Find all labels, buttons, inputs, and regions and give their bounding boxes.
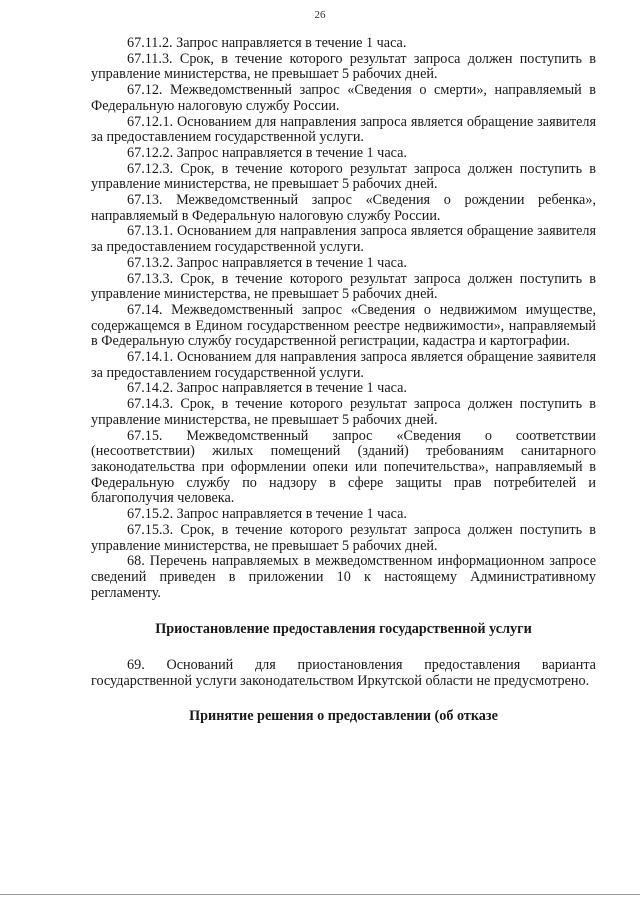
paragraph-67-15-3: 67.15.3. Срок, в течение которого результат запроса должен поступить в управление министерства, не превышает 5 рабочих дней. <box>91 521 596 554</box>
paragraph-67-13: 67.13. Межведомственный запрос «Сведения о рождении ребенка», направляемый в Федеральную налоговую службу России. <box>91 192 596 224</box>
paragraph-67-12-3: 67.12.3. Срок, в течение которого результат запроса должен поступить в управление министерства, не превышает 5 рабочих дней. <box>91 160 596 193</box>
paragraph-67-13-3: 67.13.3. Срок, в течение которого результат запроса должен поступить в управление министерства, не превышает 5 рабочих дней. <box>91 270 596 303</box>
section-heading-decision: Принятие решения о предоставлении (об отказе <box>189 708 498 725</box>
paragraph-67-14-1: 67.14.1. Основанием для направления запроса является обращение заявителя за предоставлением государственной услуги. <box>91 349 596 381</box>
section-heading-suspension: Приостановление предоставления государственной услуги <box>155 621 532 638</box>
paragraph-67-15: 67.15. Межведомственный запрос «Сведения о соответствии (несоответствии) жилых помещений (зданий) требованиям санитарного законодательства при оформлении опеки или попечительства», направляемый в Федеральную службу по надзору в сфере защиты прав потребителей и благополучия человека. <box>91 427 596 507</box>
page-number: 26 <box>314 9 326 21</box>
paragraph-67-14-3: 67.14.3. Срок, в течение которого результат запроса должен поступить в управление министерства, не превышает 5 рабочих дней. <box>91 396 596 428</box>
paragraph-69: 69. Оснований для приостановления предоставления варианта государственной услуги законодательством Иркутской области не предусмотрено. <box>91 657 596 689</box>
paragraph-67-13-2: 67.13.2. Запрос направляется в течение 1 часа. <box>127 254 407 271</box>
paragraph-67-11-3: 67.11.3. Срок, в течение которого результат запроса должен поступить в управление министерства, не превышает 5 рабочих дней. <box>91 50 596 83</box>
paragraph-67-11-2: 67.11.2. Запрос направляется в течение 1 часа. <box>127 35 407 51</box>
paragraph-67-12: 67.12. Межведомственный запрос «Сведения о смерти», направляемый в Федеральную налоговую службу России. <box>91 82 596 114</box>
paragraph-68: 68. Перечень направляемых в межведомственном информационном запросе сведений приведен в приложении 10 к настоящему Административному регламенту. <box>91 553 596 601</box>
paragraph-67-14: 67.14. Межведомственный запрос «Сведения о недвижимом имуществе, содержащемся в Едином государственном реестре недвижимости», направляемый в Федеральную службу государственной регистрации, кадастра и картографии. <box>91 301 596 350</box>
paragraph-67-13-1: 67.13.1. Основанием для направления запроса является обращение заявителя за предоставлением государственной услуги. <box>91 223 596 256</box>
document-body <box>91 36 596 725</box>
paragraph-67-15-2: 67.15.2. Запрос направляется в течение 1 часа. <box>127 506 407 523</box>
paragraph-67-12-2: 67.12.2. Запрос направляется в течение 1 часа. <box>127 144 407 161</box>
page-bottom-rule <box>0 894 640 895</box>
paragraph-67-14-2: 67.14.2. Запрос направляется в течение 1 часа. <box>127 380 407 397</box>
paragraph-67-12-1: 67.12.1. Основанием для направления запроса является обращение заявителя за предоставлением государственной услуги. <box>91 113 596 146</box>
